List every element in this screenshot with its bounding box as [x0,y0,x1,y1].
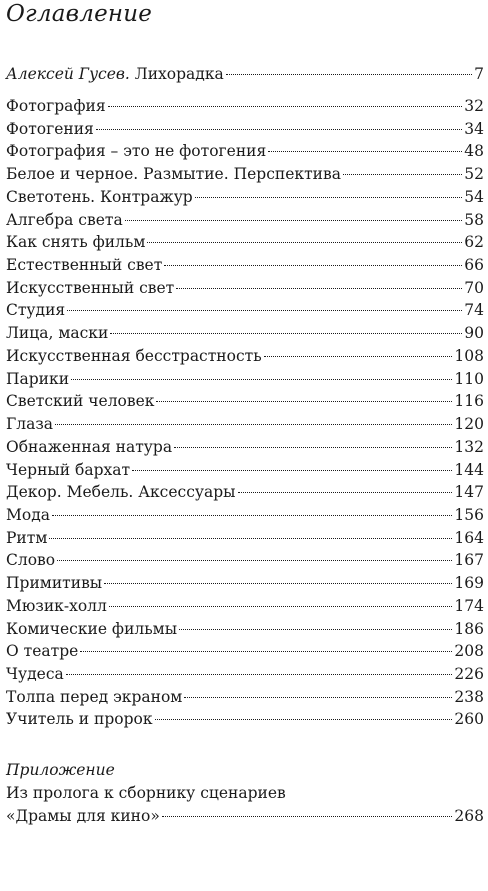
toc-entry [6,300,484,320]
dot-leader [174,447,452,448]
dot-leader [176,288,462,289]
toc-page-number: 186 [454,619,484,638]
dot-leader [108,106,463,107]
toc-entry-label: Как снять фильм [6,233,146,252]
toc-entry-label: Светотень. Контражур [6,187,193,206]
toc-entry-label: Мода [6,505,50,524]
toc-entry-label: Фотография – это не фотогения [6,142,267,161]
toc-entry [6,414,484,434]
toc-page-number: 238 [454,687,484,706]
intro-title: Лихорадка [134,65,224,83]
dot-leader [104,583,452,584]
toc-page-number: 7 [474,65,484,83]
toc-entry-label: Чудеса [6,665,64,683]
toc-entry [6,369,484,389]
dot-leader [226,74,472,75]
dot-leader [164,265,462,266]
dot-leader [155,719,453,720]
dot-leader [179,629,452,630]
toc-page-number: 110 [454,369,484,388]
toc-page-number: 120 [454,415,484,434]
appendix-heading: Приложение [6,761,115,779]
toc-entry-label: Черный бархат [6,460,131,479]
page-title: Оглавление [6,1,153,27]
toc-entry-label: «Драмы для кино» [6,807,160,825]
toc-page-number: 54 [464,187,484,206]
dot-leader [49,538,452,539]
dot-leader [132,470,452,471]
toc-entry-label: Толпа перед экраном [6,687,183,706]
toc-entry [6,346,484,366]
toc-entry-label: Обнаженная натура [6,437,173,456]
toc-entry-appendix [6,806,484,826]
toc-page-number: 70 [464,278,484,297]
toc-entry [6,482,484,502]
dot-leader [264,356,453,357]
toc-page-number: 32 [464,97,484,115]
toc-entry [6,164,484,184]
toc-entry [6,255,484,275]
toc-entry-label: Слово [6,551,56,570]
toc-entry-intro [6,64,484,84]
toc-entry-label [6,64,224,84]
dot-leader [71,379,452,380]
toc-entry-label: Белое и черное. Размытие. Перспектива [6,165,341,184]
toc-entry-label: Ритм [6,528,48,547]
dot-leader [238,492,453,493]
toc-entry-label: Парики [6,369,70,388]
toc-entry [6,437,484,457]
toc-page-number: 167 [454,551,484,570]
toc-entry [6,391,484,411]
toc-entry-label: Лица, маски [6,324,109,343]
toc-entry [6,528,484,548]
dot-leader [55,424,452,425]
toc-entry [6,232,484,252]
toc-entry [6,210,484,230]
toc-entry-label: Фотогения [6,119,94,138]
toc-page-number: 164 [454,528,484,547]
toc-entry [6,641,484,661]
toc-page-number: 34 [464,119,484,138]
toc-entry [6,596,484,616]
toc-page-number: 144 [454,460,484,479]
toc-entry-label: Искусственная бесстрастность [6,346,262,365]
dot-leader [125,220,463,221]
dot-leader [147,242,462,243]
toc-page-number: 58 [464,210,484,229]
dot-leader [67,310,462,311]
dot-leader [195,197,463,198]
toc-entry-label: Светский человек [6,392,155,411]
toc-entry [6,141,484,161]
toc-page-number: 169 [454,574,484,593]
toc-entry-label: Мюзик-холл [6,596,107,615]
toc-page-number: 90 [464,324,484,343]
toc-entry-label: Алгебра света [6,210,123,229]
dot-leader [66,674,453,675]
toc-entry-label: Комические фильмы [6,619,178,638]
toc-page-number: 260 [454,710,484,729]
toc-page-number: 116 [454,392,484,411]
dot-leader [110,333,462,334]
toc-entry-label: Примитивы [6,574,103,593]
toc-page-number: 208 [454,642,484,661]
dot-leader [184,697,452,698]
toc-entry [6,187,484,207]
toc-page-number: 268 [454,807,484,825]
dot-leader [57,560,452,561]
toc-entry-label: Студия [6,301,66,320]
toc-entry-label: Декор. Мебель. Аксессуары [6,483,236,502]
toc-page-number: 132 [454,437,484,456]
toc-entry [6,96,484,116]
toc-entry [6,460,484,480]
toc-entry [6,278,484,298]
dot-leader [109,606,453,607]
toc-entry [6,687,484,707]
toc-page-number: 156 [454,505,484,524]
toc-page-number: 52 [464,165,484,184]
toc-entry-label: Искусственный свет [6,278,175,297]
toc-entry [6,573,484,593]
dot-leader [343,174,462,175]
dot-leader [80,651,452,652]
toc-entry [6,505,484,525]
toc-entry-label: Естественный свет [6,256,163,275]
dot-leader [96,129,462,130]
toc-entry [6,323,484,343]
toc-page-number: 174 [454,596,484,615]
toc-page-number: 147 [454,483,484,502]
toc-entry [6,709,484,729]
toc-page-number: 226 [454,665,484,683]
dot-leader [52,515,452,516]
toc-page-number: 108 [454,346,484,365]
toc-entry [6,619,484,639]
toc-page-number: 48 [464,142,484,161]
dot-leader [162,816,453,817]
toc-page-number: 62 [464,233,484,252]
toc-page-number: 66 [464,256,484,275]
dot-leader [156,401,452,402]
toc-entry [6,664,484,684]
toc-entry [6,550,484,570]
toc-entry-label: Фотография [6,97,106,115]
intro-author: Алексей Гусев. [6,65,130,83]
appendix-line-1: Из пролога к сборнику сценариев [6,784,286,802]
toc-entry-label: Учитель и пророк [6,710,153,729]
toc-entry-label: Глаза [6,415,54,434]
toc-page-number: 74 [464,301,484,320]
dot-leader [268,151,462,152]
toc-entry [6,119,484,139]
toc-entry-label: О театре [6,642,79,661]
